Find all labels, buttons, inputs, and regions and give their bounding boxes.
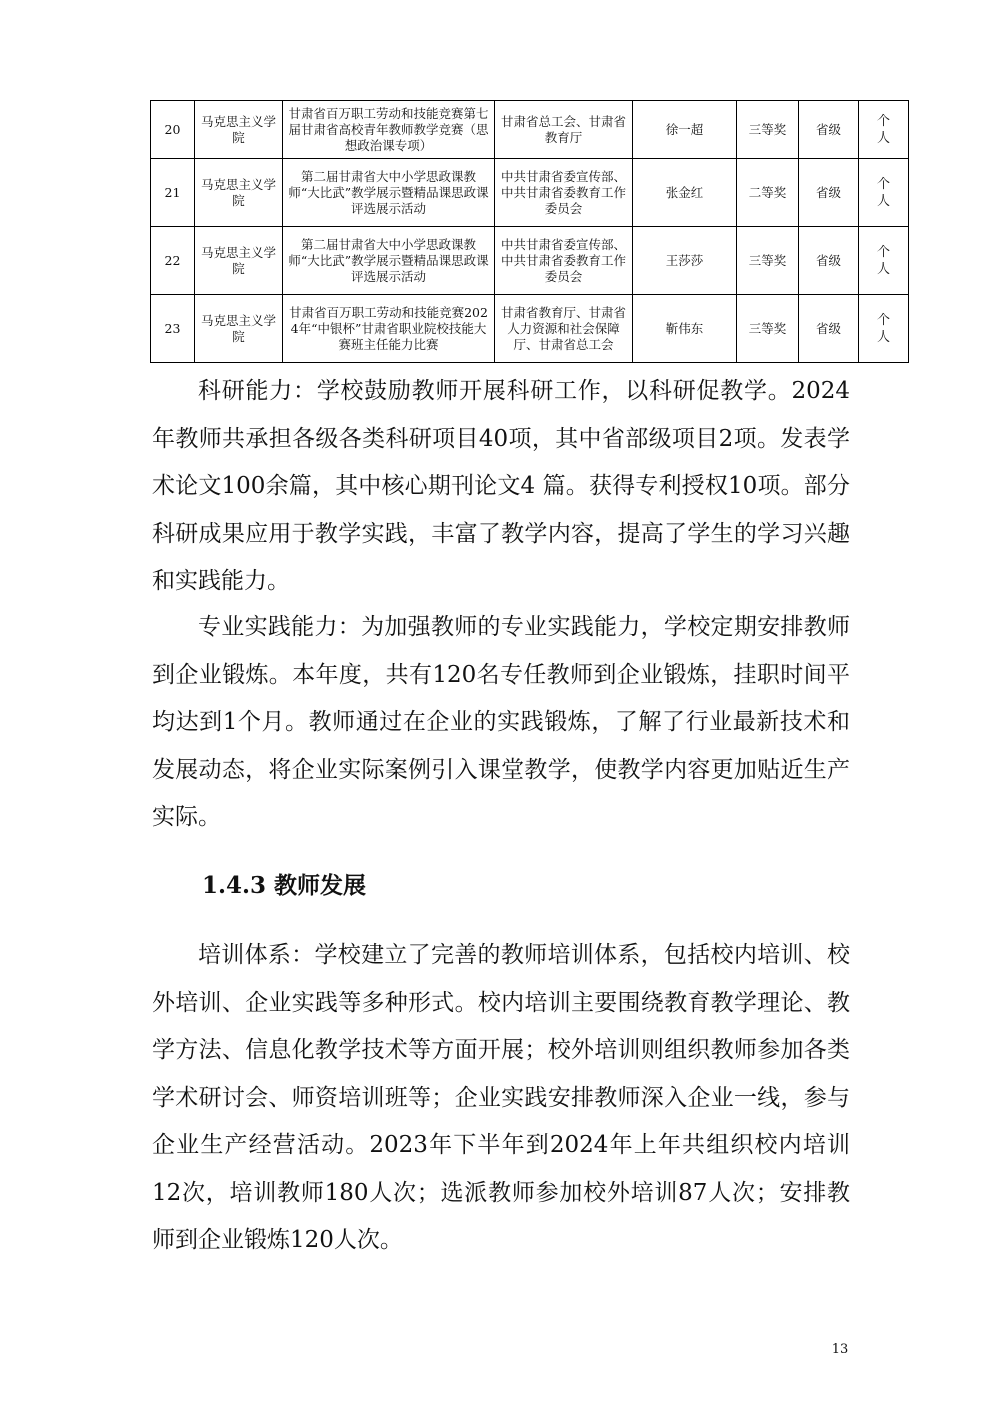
level-cell: 省级 [799,159,859,227]
competition-cell: 第二届甘肃省大中小学思政课教师“大比武”教学展示暨精品课思政课评选展示活动 [283,159,495,227]
level-cell: 省级 [799,101,859,159]
row-number: 23 [151,295,195,363]
level-cell: 省级 [799,295,859,363]
row-number: 20 [151,101,195,159]
college-cell: 马克思主义学院 [195,227,283,295]
practice-paragraph: 专业实践能力：为加强教师的专业实践能力，学校定期安排教师到企业锻炼。本年度，共有120名专任教师到企业锻炼，挂职时间平均达到1个月。教师通过在企业的实践锻炼，了解了行业最新技术和发展动态，将企业实际案例引入课堂教学，使教学内容更加贴近生产实际。 [152,614,850,830]
winner-cell: 张金红 [633,159,737,227]
training-paragraph: 培训体系：学校建立了完善的教师培训体系，包括校内培训、校外培训、企业实践等多种形式。校内培训主要围绕教育教学理论、教学方法、信息化教学技术等方面开展；校外培训则组织教师参加各类学术研讨会、师资培训班等；企业实践安排教师深入企业一线，参与企业生产经营活动。2023年下半年到2024年上年共组织校内培训12次，培训教师180人次；选派教师参加校外培训87人次；安排教师到企业锻炼120人次。 [152,942,850,1253]
table-row [151,295,909,363]
type-cell [859,295,909,363]
winner-cell: 王莎莎 [633,227,737,295]
organizer-cell: 甘肃省总工会、甘肃省教育厅 [495,101,633,159]
row-number: 22 [151,227,195,295]
winner-cell: 靳伟东 [633,295,737,363]
prize-cell: 三等奖 [737,227,799,295]
type-cell [859,159,909,227]
type-text: 个人 [877,312,891,345]
competition-cell: 甘肃省百万职工劳动和技能竞赛第七届甘肃省高校青年教师教学竞赛（思想政治课专项） [283,101,495,159]
table-row [151,101,909,159]
page-number: 13 [831,1342,849,1357]
winner-cell: 徐一超 [633,101,737,159]
organizer-cell: 中共甘肃省委宣传部、中共甘肃省委教育工作委员会 [495,159,633,227]
research-paragraph: 科研能力：学校鼓励教师开展科研工作，以科研促教学。2024年教师共承担各级各类科研项目40项，其中省部级项目2项。发表学术论文100余篇，其中核心期刊论文4 篇。获得专利授权10项。部分科研成果应用于教学实践，丰富了教学内容，提高了学生的学习兴趣和实践能力。 [152,378,850,594]
college-cell: 马克思主义学院 [195,295,283,363]
table-row [151,159,909,227]
type-text: 个人 [877,244,891,277]
competition-cell: 甘肃省百万职工劳动和技能竞赛2024年“中银杯”甘肃省职业院校技能大赛班主任能力比赛 [283,295,495,363]
type-text: 个人 [877,113,891,146]
organizer-cell: 甘肃省教育厅、甘肃省人力资源和社会保障厅、甘肃省总工会 [495,295,633,363]
table-row [151,227,909,295]
college-cell: 马克思主义学院 [195,159,283,227]
level-cell: 省级 [799,227,859,295]
competition-cell: 第二届甘肃省大中小学思政课教师“大比武”教学展示暨精品课思政课评选展示活动 [283,227,495,295]
row-number: 21 [151,159,195,227]
type-cell [859,101,909,159]
type-text: 个人 [877,176,891,209]
prize-cell: 三等奖 [737,295,799,363]
prize-cell: 三等奖 [737,101,799,159]
organizer-cell: 中共甘肃省委宣传部、中共甘肃省委教育工作委员会 [495,227,633,295]
type-cell [859,227,909,295]
section-heading: 1.4.3 教师发展 [202,872,367,899]
awards-table [150,100,909,363]
college-cell: 马克思主义学院 [195,101,283,159]
prize-cell: 二等奖 [737,159,799,227]
